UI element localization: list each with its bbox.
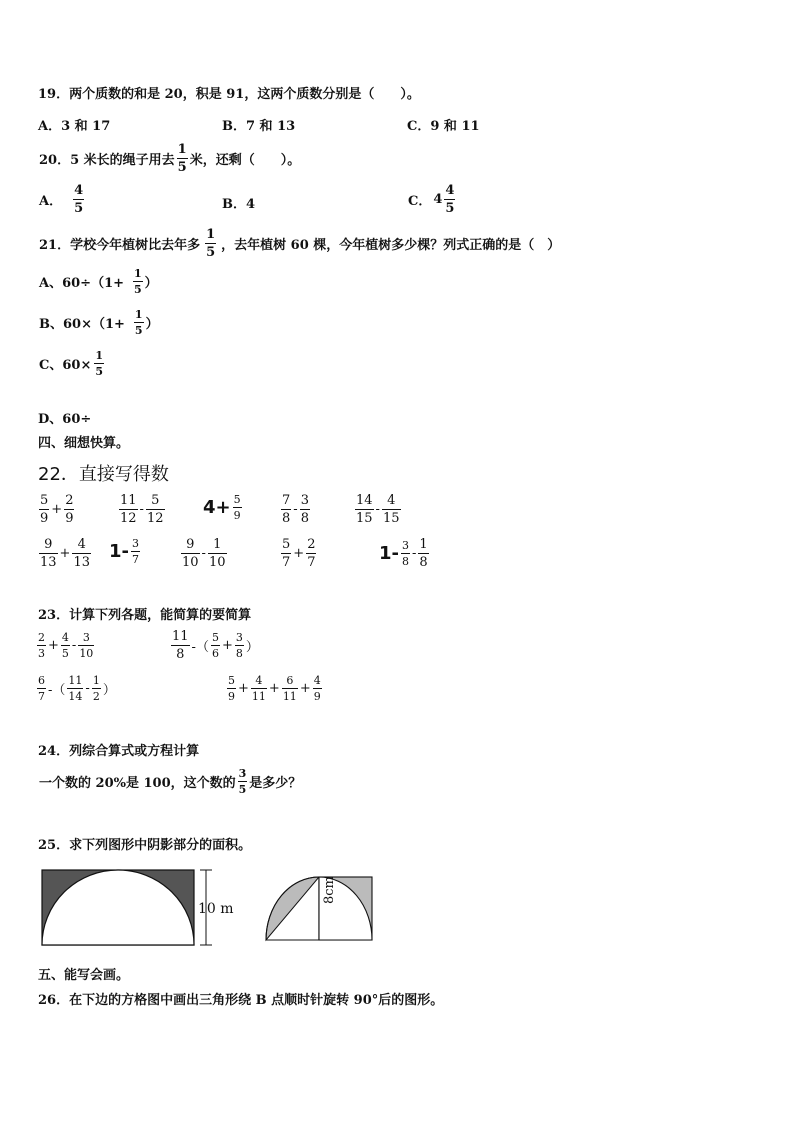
q22-item-5: $\frac{14}{15}$ - $\frac{4}{15}$ xyxy=(356,493,400,526)
q23-expr-4: $\frac{5}{9}$ + $\frac{4}{11}$ + $\frac{6}{11}$ + $\frac{4}{9}$ xyxy=(228,674,321,703)
q23-expr-1: $\frac{2}{3}$ + $\frac{4}{5}$ - $\frac{3}{10}$ xyxy=(38,631,94,660)
q25-title: 25．求下列图形中阴影部分的面积。 xyxy=(38,838,252,853)
q19-option-c[interactable]: C．9 和 11 xyxy=(407,119,480,134)
q23-title: 23．计算下列各题，能简算的要简算 xyxy=(38,608,252,623)
q22-item-6: $\frac{9}{13}$ + $\frac{4}{13}$ xyxy=(40,537,90,570)
q22-item-1: $\frac{5}{9}$ + $\frac{2}{9}$ xyxy=(40,493,74,526)
q22-item-8: $\frac{9}{10}$ - $\frac{1}{10}$ xyxy=(182,537,226,570)
q22-item-9: $\frac{5}{7}$ + $\frac{2}{7}$ xyxy=(282,537,316,570)
section-5-heading: 五、能写会画。 xyxy=(38,968,130,983)
q23-expr-2: $\frac{11}{8}$ -（ $\frac{5}{6}$ + $\frac{3}{8}$ ） xyxy=(172,629,259,662)
q20-option-a[interactable]: A． $\frac{4}{5}$ xyxy=(39,183,84,216)
q24-title: 24．列综合算式或方程计算 xyxy=(38,744,200,759)
section-4-heading: 四、细想快算。 xyxy=(38,436,130,451)
q20-option-b[interactable]: B．4 xyxy=(222,197,256,212)
q20-stem: 20．5 米长的绳子用去 $\frac{1}{5}$ 米，还剩（ ）。 xyxy=(39,142,301,175)
fig2-label: 8cm xyxy=(322,876,337,904)
q20-option-c[interactable]: C． 4 $\frac{4}{5}$ xyxy=(408,183,455,216)
q21-option-d[interactable]: D、60÷ xyxy=(38,412,92,427)
q24-problem: 一个数的 20%是 100，这个数的 $\frac{3}{5}$ 是多少？ xyxy=(39,767,302,796)
q26-stem: 26．在下边的方格图中画出三角形绕 B 点顺时针旋转 90°后的图形。 xyxy=(38,993,444,1008)
q22-title: 22．直接写得数 xyxy=(38,464,169,485)
q19-option-a[interactable]: A．3 和 17 xyxy=(38,119,111,134)
q19-stem: 19．两个质数的和是 20，积是 91，这两个质数分别是（ ）。 xyxy=(38,87,420,102)
fig1-label: 10 m xyxy=(198,901,234,917)
q19-option-b[interactable]: B．7 和 13 xyxy=(222,119,296,134)
q22-item-4: $\frac{7}{8}$ - $\frac{3}{8}$ xyxy=(282,493,309,526)
q21-option-a[interactable]: A、60÷（1+ $\frac{1}{5}$ ） xyxy=(39,267,158,296)
q25-figure-2 xyxy=(262,874,376,942)
q22-item-2: $\frac{11}{12}$ - $\frac{5}{12}$ xyxy=(120,493,164,526)
q22-item-3: 4+ $\frac{5}{9}$ xyxy=(203,493,241,522)
q21-stem: 21．学校今年植树比去年多 $\frac{1}{5}$ ，去年植树 60 棵，今年植树多少棵？列式正确的是（ ） xyxy=(39,227,561,260)
fig2-left-shaded xyxy=(266,877,319,940)
q22-item-10: 1- $\frac{3}{8}$ - $\frac{1}{8}$ xyxy=(379,537,428,570)
q21-option-b[interactable]: B、60×（1+ $\frac{1}{5}$ ） xyxy=(39,308,159,337)
q22-item-7: 1- $\frac{3}{7}$ xyxy=(109,537,139,566)
q23-expr-3: $\frac{6}{7}$ -（ $\frac{11}{14}$ - $\frac{1}{2}$ ） xyxy=(38,674,116,703)
q21-option-c[interactable]: C、60× $\frac{1}{5}$ xyxy=(39,349,103,378)
